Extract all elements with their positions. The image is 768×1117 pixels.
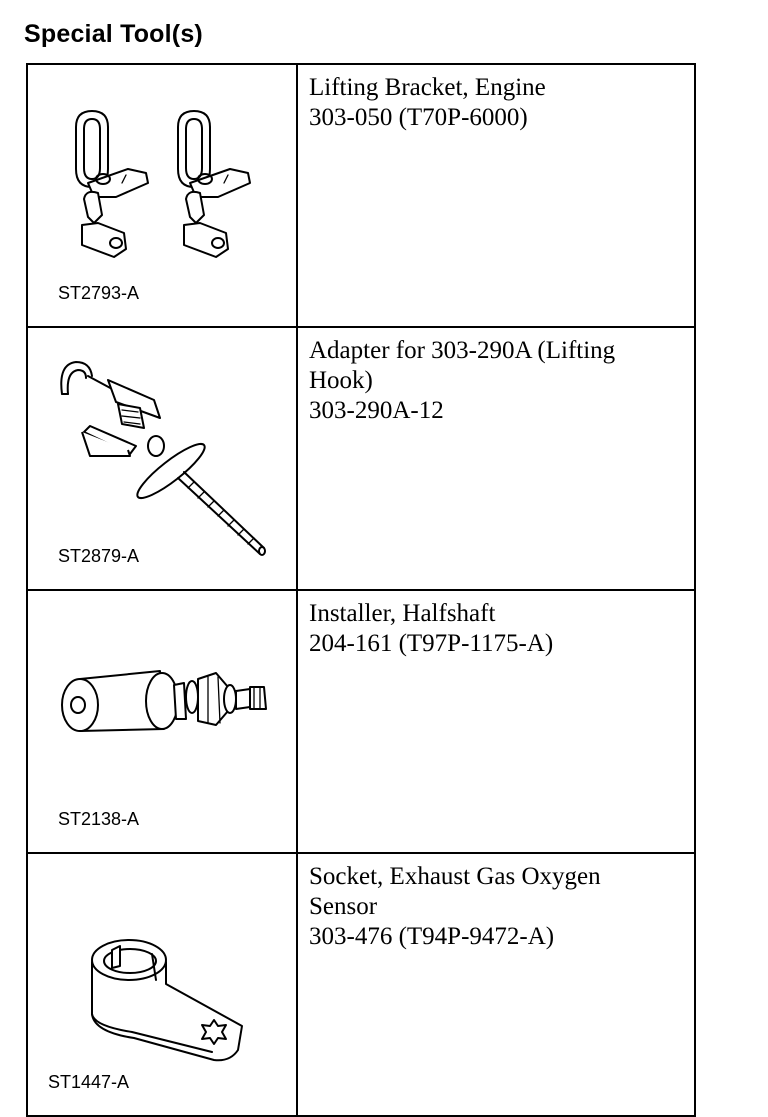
section-title: Special Tool(s) [24,20,203,48]
tool-row [27,853,695,1116]
tool-description-cell [297,590,695,853]
tool-number: 303-290A-12 [309,397,444,424]
lifting-hook-adapter-icon [28,328,296,581]
tool-number: 303-476 (T94P-9472-A) [309,923,555,950]
tool-row [27,64,695,327]
tool-name-continued: Hook) [309,367,373,394]
tool-description-cell [297,64,695,327]
lifting-bracket-icon [28,65,296,318]
tool-row [27,327,695,590]
tool-illustration-cell [27,327,297,590]
oxygen-sensor-socket-icon [28,854,296,1107]
illustration-code: ST2879-A [58,546,140,566]
illustration-code: ST2138-A [58,809,140,829]
tool-name: Installer, Halfshaft [309,600,496,627]
tool-description-cell [297,327,695,590]
tool-illustration-cell [27,853,297,1116]
tool-illustration-cell [27,64,297,327]
illustration-code: ST1447-A [48,1072,130,1092]
tool-number: 303-050 (T70P-6000) [309,104,528,131]
tool-name: Lifting Bracket, Engine [309,74,546,101]
tool-row [27,590,695,853]
tool-illustration-cell [27,590,297,853]
tool-number: 204-161 (T97P-1175-A) [309,630,554,657]
halfshaft-installer-icon [28,591,296,844]
tool-name: Socket, Exhaust Gas Oxygen [309,863,601,890]
tool-name: Adapter for 303-290A (Lifting [309,337,616,364]
illustration-code: ST2793-A [58,283,140,303]
tool-name-continued: Sensor [309,893,378,920]
special-tools-table [26,63,696,1117]
tool-description-cell [297,853,695,1116]
